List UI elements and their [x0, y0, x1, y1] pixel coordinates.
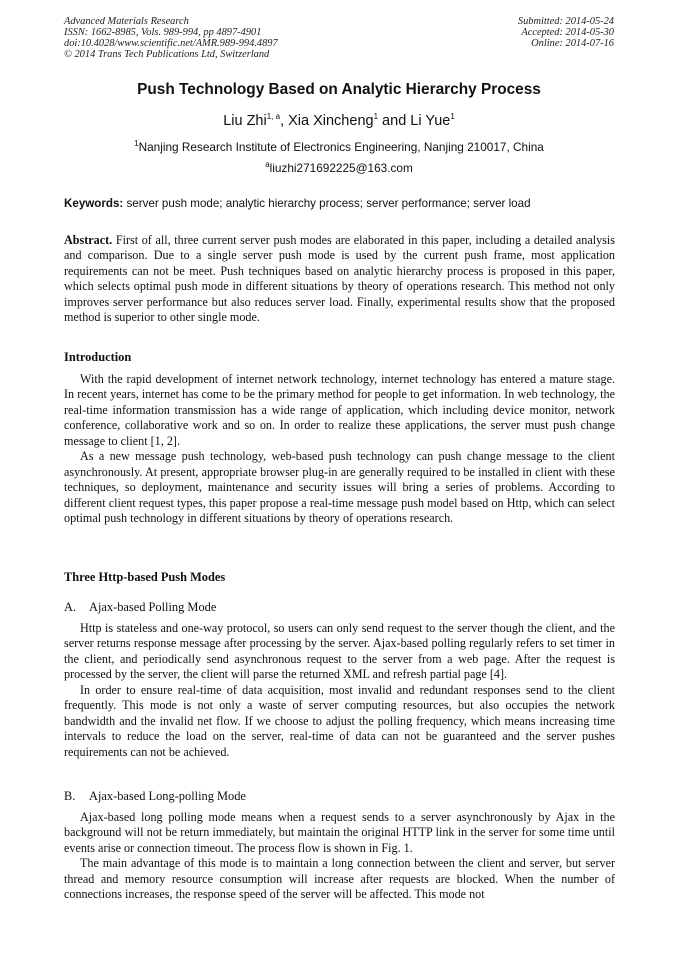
subsection-b-body: [64, 810, 615, 903]
subsection-title: Ajax-based Polling Mode: [89, 600, 217, 614]
subsection-letter: A.: [64, 600, 77, 614]
author-name: and Li Yue: [378, 113, 451, 129]
author-name: Liu Zhi: [223, 113, 267, 129]
author-email: [0, 161, 678, 175]
journal-name: Advanced Materials Research: [64, 16, 189, 27]
subsection-title: Ajax-based Long-polling Mode: [89, 789, 246, 803]
doi-line: doi:10.4028/www.scientific.net/AMR.989-994.4897: [64, 38, 278, 49]
author-affiliation-mark: 1: [373, 112, 379, 122]
email-mark: a: [265, 160, 270, 170]
subsection-letter: B.: [64, 789, 76, 803]
email-text: liuzhi271692225@163.com: [269, 161, 413, 175]
author-affiliation-mark: 1: [450, 112, 455, 122]
affiliation-text: Nanjing Research Institute of Electronics Engineering, Nanjing 210017, China: [138, 140, 544, 154]
copyright-line: © 2014 Trans Tech Publications Ltd, Switzerland: [64, 49, 270, 60]
introduction-body: [64, 372, 615, 527]
paper-title: Push Technology Based on Analytic Hierarchy Process: [137, 81, 541, 98]
author-affiliation-mark: 1, a: [266, 112, 281, 122]
author-name: , Xia Xincheng: [280, 113, 374, 129]
paragraph: In order to ensure real-time of data acquisition, most invalid and redundant responses send to the client frequently. This mode is not only a waste of server computing resources, but also occupies the network bandwidth and the invalid net flow. If we choose to adjust the polling frequency, which means increasing time intervals to reduce the load on the server, real-time of data can not be guaranteed and the server pushes requirements can not be achieved.: [64, 682, 615, 759]
affiliation-mark: 1: [134, 139, 139, 149]
online-date: Online: 2014-07-16: [531, 38, 614, 49]
section-heading-introduction: Introduction: [64, 350, 132, 364]
journal-header-left: [64, 16, 278, 60]
paragraph: Ajax-based long polling mode means when a request sends to a server asynchronously by Ajax in the background will not be return immediately, but maintain the original HTTP link in the server for some time until events arise or connection timeout. The process flow is shown in Fig. 1.: [64, 810, 615, 855]
paragraph: With the rapid development of internet network technology, internet technology has entered a mature stage. In recent years, internet has come to be the primary method for people to get information. In web technology, the real-time information transmission has a wide range of application, which including device monitor, network conference, collaborative work and so on. In order to realize these applications, the server must push change message to client [1, 2].: [64, 372, 615, 448]
subsection-a-body: [64, 621, 615, 760]
paragraph: Http is stateless and one-way protocol, so users can only send request to the server though the client, and the server returns response message after processing by the server. Ajax-based polling regularly refers to set timer in the client, and periodically send asynchronous request to the server from a web page. After the request is processed by the server, the client will parse the returned XML and refresh partial page [4].: [64, 621, 615, 682]
paragraph: As a new message push technology, web-based push technology can push change message to the client asynchronously. At present, appropriate browser plug-in are generally required to be installed in client with these techniques, so deployment, maintenance and security issues will bring a series of problems. According to different client request types, this paper propose a real-time message push model based on Http, which can select optimal push technology in different situations by theory of operations research.: [64, 449, 615, 526]
keywords-text: server push mode; analytic hierarchy process; server performance; server load: [123, 197, 531, 210]
accepted-date: Accepted: 2014-05-30: [521, 27, 614, 38]
affiliation: [0, 140, 678, 154]
subsection-heading-b: [64, 789, 246, 804]
keywords: [64, 197, 615, 210]
subsection-heading-a: [64, 600, 216, 615]
author-list: [0, 113, 678, 129]
abstract: [64, 233, 615, 326]
journal-header-right: [518, 16, 614, 49]
abstract-label: Abstract.: [64, 233, 113, 247]
section-heading-push-modes: Three Http-based Push Modes: [64, 570, 226, 584]
issn-line: ISSN: 1662-8985, Vols. 989-994, pp 4897-4901: [64, 27, 262, 38]
keywords-label: Keywords:: [64, 197, 124, 210]
paragraph: The main advantage of this mode is to maintain a long connection between the client and server, but server thread and memory resource consumption will increase after requests are blocked. When the number of connections increases, the response speed of the server will be affected. This mode not: [64, 856, 615, 902]
abstract-text: First of all, three current server push modes are elaborated in this paper, including a detailed analysis and comparison. Due to a single server push mode is used by the current push frame, most application requirements can not be meet. Push techniques based on analytic hierarchy process is proposed in this paper, which selects optimal push mode in different situations by theory of operations research. This method not only improves server performance but also reduces server load. Finally, experimental results show that the proposed method is superior to other single mode.: [64, 233, 615, 325]
submitted-date: Submitted: 2014-05-24: [517, 16, 614, 27]
